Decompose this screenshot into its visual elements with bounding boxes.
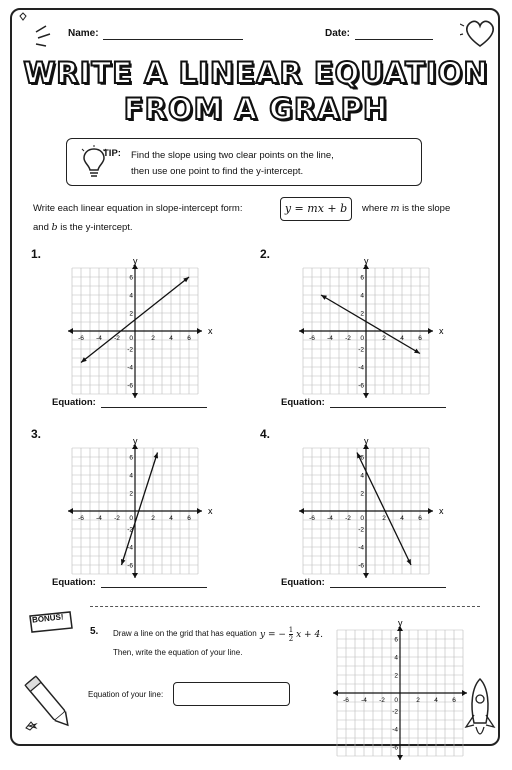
x-tick-label: 6 <box>418 515 422 522</box>
problem-4-number: 4. <box>260 427 271 441</box>
origin-label: 0 <box>129 515 133 522</box>
problem-5-number: 5. <box>90 626 99 637</box>
equation-4-label: Equation: <box>281 577 325 588</box>
problem-3-number: 3. <box>31 427 42 441</box>
answer-label: Equation of your line: <box>88 690 164 699</box>
date-field[interactable] <box>355 39 433 40</box>
y-tick-label: -2 <box>358 526 364 534</box>
bonus-divider <box>90 606 480 607</box>
x-tick-label: 2 <box>382 335 386 342</box>
y-tick-label: 2 <box>129 490 133 498</box>
equation-2-label: Equation: <box>281 397 325 408</box>
y-tick-label: 6 <box>129 274 133 282</box>
x-axis-label: x <box>208 326 213 336</box>
x-tick-label: 4 <box>434 697 438 704</box>
y-tick-label: 4 <box>129 292 133 300</box>
name-field[interactable] <box>103 39 243 40</box>
tip-box <box>66 138 422 186</box>
x-tick-label: -2 <box>345 335 351 342</box>
coordinate-grid <box>62 438 222 588</box>
bonus-instruction-2: Then, write the equation of your line. <box>113 648 243 657</box>
x-tick-label: -2 <box>114 515 120 522</box>
y-tick-label: 6 <box>394 636 398 644</box>
y-tick-label: 2 <box>394 672 398 680</box>
y-axis-label: y <box>364 436 369 446</box>
y-tick-label: -6 <box>358 382 364 390</box>
bonus-equation: y = − $\frac{1}{2}$ x + 4. <box>260 626 324 643</box>
pencil-doodle-icon <box>18 670 78 745</box>
y-tick-label: 4 <box>360 292 364 300</box>
y-tick-label: -2 <box>127 346 133 354</box>
graph-3 <box>62 438 222 588</box>
y-tick-label: 2 <box>360 490 364 498</box>
rocket-doodle-icon <box>460 675 502 747</box>
x-tick-label: -6 <box>78 515 84 522</box>
y-axis-label: y <box>133 436 138 446</box>
y-axis-label: y <box>364 256 369 266</box>
page-title-line1: WRITE A LINEAR EQUATION <box>23 56 489 90</box>
instructions-part3: and b is the y-intercept. <box>33 222 133 233</box>
problem-2-number: 2. <box>260 247 271 261</box>
x-tick-label: -2 <box>114 335 120 342</box>
x-tick-label: -4 <box>327 335 333 342</box>
x-tick-label: 4 <box>169 335 173 342</box>
x-tick-label: 6 <box>187 515 191 522</box>
x-tick-label: 6 <box>452 697 456 704</box>
graph-4 <box>293 438 453 588</box>
graph-2 <box>293 258 453 408</box>
x-tick-label: 4 <box>400 335 404 342</box>
y-tick-label: 6 <box>129 454 133 462</box>
x-axis-label: x <box>439 506 444 516</box>
y-tick-label: -6 <box>392 744 398 752</box>
x-tick-label: 2 <box>382 515 386 522</box>
x-tick-label: -4 <box>96 515 102 522</box>
y-tick-label: -4 <box>127 544 133 552</box>
y-tick-label: 4 <box>394 654 398 662</box>
y-tick-label: 4 <box>129 472 133 480</box>
y-tick-label: 4 <box>360 472 364 480</box>
instructions-part2: where m is the slope <box>362 203 451 214</box>
equation-3-label: Equation: <box>52 577 96 588</box>
x-tick-label: -2 <box>345 515 351 522</box>
x-axis-label: x <box>208 506 213 516</box>
x-tick-label: 2 <box>416 697 420 704</box>
problem-1-number: 1. <box>31 247 42 261</box>
origin-label: 0 <box>394 697 398 704</box>
y-tick-label: -4 <box>127 364 133 372</box>
y-axis-label: y <box>133 256 138 266</box>
formula-box: y = mx + b <box>280 197 352 221</box>
answer-input-box[interactable] <box>173 682 290 706</box>
y-tick-label: -4 <box>358 544 364 552</box>
x-tick-label: 4 <box>400 515 404 522</box>
coordinate-grid <box>293 438 453 588</box>
x-tick-label: 4 <box>169 515 173 522</box>
x-tick-label: -6 <box>309 335 315 342</box>
x-tick-label: -4 <box>96 335 102 342</box>
bonus-instruction-1: Draw a line on the grid that has equation <box>113 629 257 638</box>
date-label: Date: <box>325 28 351 39</box>
y-tick-label: -6 <box>127 562 133 570</box>
y-tick-label: -4 <box>358 364 364 372</box>
origin-label: 0 <box>129 335 133 342</box>
x-tick-label: 6 <box>418 335 422 342</box>
y-tick-label: -2 <box>392 708 398 716</box>
x-tick-label: -4 <box>327 515 333 522</box>
page-title-line2: FROM A GRAPH <box>123 92 389 126</box>
x-tick-label: 6 <box>187 335 191 342</box>
y-tick-label: 2 <box>129 310 133 318</box>
x-tick-label: -2 <box>379 697 385 704</box>
graph-line <box>122 453 158 566</box>
instructions-part1: Write each linear equation in slope-intercept form: <box>33 203 243 214</box>
x-tick-label: -6 <box>309 515 315 522</box>
coordinate-grid <box>62 258 222 408</box>
y-tick-label: 6 <box>360 454 364 462</box>
y-axis-label: y <box>398 618 403 628</box>
tip-line2: then use one point to find the y-intercept. <box>131 166 304 177</box>
y-tick-label: 6 <box>360 274 364 282</box>
x-tick-label: -4 <box>361 697 367 704</box>
origin-label: 0 <box>360 335 364 342</box>
x-tick-label: 2 <box>151 515 155 522</box>
x-tick-label: -6 <box>343 697 349 704</box>
y-tick-label: -6 <box>358 562 364 570</box>
y-tick-label: -6 <box>127 382 133 390</box>
y-tick-label: -2 <box>127 526 133 534</box>
tip-line1: Find the slope using two clear points on the line, <box>131 150 334 161</box>
tip-label: TIP: <box>103 148 121 159</box>
tip-text <box>131 148 334 180</box>
y-tick-label: -2 <box>358 346 364 354</box>
origin-label: 0 <box>360 515 364 522</box>
x-tick-label: 2 <box>151 335 155 342</box>
y-tick-label: 2 <box>360 310 364 318</box>
x-axis-label: x <box>439 326 444 336</box>
graph-1 <box>62 258 222 408</box>
y-tick-label: -4 <box>392 726 398 734</box>
heart-doodle-icon <box>14 10 54 60</box>
name-label: Name: <box>68 28 99 39</box>
coordinate-grid <box>293 258 453 408</box>
heart-icon <box>460 14 500 54</box>
equation-1-label: Equation: <box>52 397 96 408</box>
x-tick-label: -6 <box>78 335 84 342</box>
bonus-badge: BONUS! <box>31 612 64 625</box>
